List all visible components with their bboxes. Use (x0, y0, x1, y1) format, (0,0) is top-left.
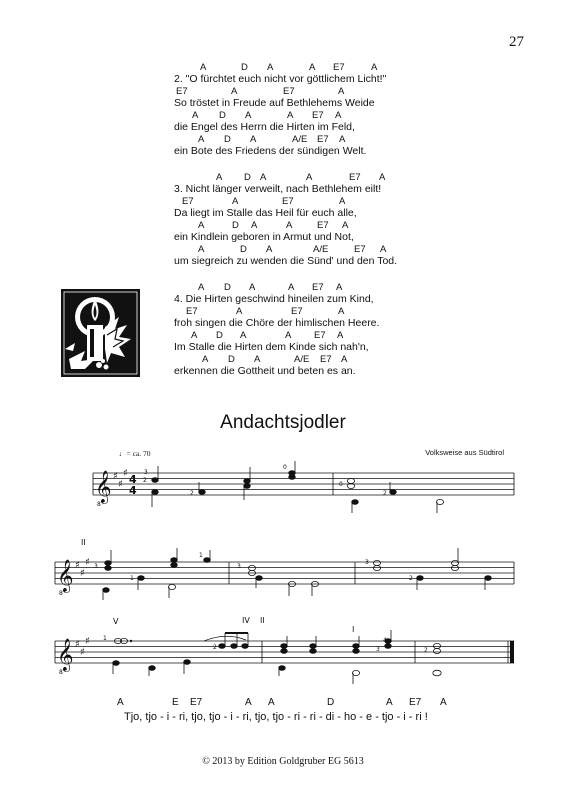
svg-text:♯: ♯ (118, 479, 123, 490)
chord: E7 (312, 282, 324, 293)
chord: A (267, 62, 274, 73)
chord: A (198, 134, 205, 145)
chord: A (288, 282, 295, 293)
svg-text:IV: IV (242, 616, 250, 625)
svg-text:♯: ♯ (75, 560, 80, 571)
svg-text:2: 2 (383, 490, 387, 497)
chord: A (198, 282, 205, 293)
svg-text:I: I (352, 625, 355, 634)
chord: E7 (190, 697, 203, 708)
svg-text:3: 3 (94, 563, 98, 570)
chord: E7 (283, 86, 295, 97)
svg-text:♯: ♯ (113, 471, 118, 482)
svg-text:2: 2 (213, 644, 217, 651)
svg-text:2: 2 (143, 477, 147, 484)
chord: E7 (317, 134, 329, 145)
svg-text:4: 4 (129, 473, 137, 486)
chord: E7 (354, 244, 366, 255)
chord: A (309, 62, 316, 73)
lyric-line: um siegreich zu wenden die Sünd' und den Tod. (174, 255, 398, 267)
chord: A/E (292, 134, 308, 145)
svg-text:8: 8 (59, 590, 63, 597)
lyric-line: die Engel des Herrn die Hirten im Feld, (174, 121, 355, 133)
chord: A (306, 172, 313, 183)
svg-text:4: 4 (129, 484, 137, 497)
svg-text:3: 3 (144, 469, 148, 476)
chord: A (249, 282, 256, 293)
chord: E7 (409, 697, 422, 708)
chord: A (200, 62, 207, 73)
svg-text:2: 2 (190, 490, 194, 497)
page-number: 27 (509, 34, 524, 50)
svg-text:1: 1 (199, 552, 203, 559)
svg-text:2: 2 (409, 575, 413, 582)
chord: A (287, 110, 294, 121)
svg-text:3: 3 (237, 563, 241, 570)
lyric-line: 2. "O fürchtet euch nicht vor göttlichem Licht!" (174, 73, 387, 85)
chord: A/E (313, 244, 329, 255)
chord: E7 (320, 354, 332, 365)
chord: A (339, 196, 346, 207)
chord: A (285, 330, 292, 341)
song-source: Volksweise aus Südtirol (425, 448, 504, 457)
chord: D (224, 134, 231, 145)
chord: A (198, 244, 205, 255)
chord: A (250, 134, 257, 145)
chord: A (335, 110, 342, 121)
chord: A (245, 697, 252, 708)
chord: A (192, 110, 199, 121)
svg-text:0: 0 (339, 481, 343, 488)
svg-text:2: 2 (424, 647, 428, 654)
chord: A/E (294, 354, 310, 365)
lyric-line: erkennen die Gottheit und beten es an. (174, 365, 356, 377)
chord: D (216, 330, 223, 341)
chord: E7 (333, 62, 345, 73)
chord: A (342, 220, 349, 231)
svg-text:V: V (113, 617, 119, 626)
svg-text:0: 0 (283, 464, 287, 471)
chord: E7 (349, 172, 361, 183)
chord: A (286, 220, 293, 231)
chord: E7 (317, 220, 329, 231)
chord: A (379, 172, 386, 183)
svg-text:3: 3 (376, 646, 380, 653)
chord: E7 (312, 110, 324, 121)
chord: A (216, 172, 223, 183)
chord: E7 (182, 196, 194, 207)
svg-text:3: 3 (365, 559, 369, 566)
chord: A (202, 354, 209, 365)
lyric-line: 4. Die Hirten geschwind hineilen zum Kind, (174, 293, 374, 305)
tempo-marking: ♩= ca. 70 (119, 449, 151, 458)
chord: A (336, 282, 343, 293)
chord: A (266, 244, 273, 255)
chord: D (244, 172, 251, 183)
chord: A (339, 134, 346, 145)
chord: E7 (282, 196, 294, 207)
svg-text:1: 1 (130, 575, 134, 582)
svg-text:♯: ♯ (85, 557, 90, 568)
chord: A (198, 220, 205, 231)
chord: A (117, 697, 124, 708)
chord: A (236, 306, 243, 317)
chord: D (241, 62, 248, 73)
chord: E (172, 697, 179, 708)
chord: D (228, 354, 235, 365)
chord: A (254, 354, 261, 365)
lyric-line: So tröstet in Freude auf Bethlehems Weide (174, 97, 375, 109)
chord: E7 (176, 86, 188, 97)
chord: A (268, 697, 275, 708)
jodel-chords (0, 697, 566, 709)
chord: D (232, 220, 239, 231)
chord: D (327, 697, 335, 708)
svg-text:8: 8 (97, 501, 101, 508)
chord: A (191, 330, 198, 341)
chord: E7 (186, 306, 198, 317)
svg-text:♯: ♯ (123, 468, 128, 479)
chord: A (251, 220, 258, 231)
chord: A (231, 86, 238, 97)
jodel-lyrics: Tjo, tjo - i - ri, tjo, tjo - i - ri, tjo, tjo - ri - ri - di - ho - e - tjo - i - ri ! (124, 711, 428, 723)
lyric-line: 3. Nicht länger verweilt, nach Bethlehem eilt! (174, 183, 382, 195)
treble-clef: 𝄞 (57, 638, 74, 671)
song-title: Andachtsjodler (220, 412, 346, 433)
chord: A (386, 697, 393, 708)
chord: E7 (291, 306, 303, 317)
chord: A (260, 172, 267, 183)
chord: D (224, 282, 231, 293)
copyright-notice: © 2013 by Edition Goldgruber EG 5613 (202, 756, 364, 767)
svg-text:♯: ♯ (80, 568, 85, 579)
chord: A (245, 110, 252, 121)
chord: A (380, 244, 387, 255)
chord: A (371, 62, 378, 73)
svg-text:4: 4 (383, 637, 387, 644)
lyric-line: Im Stalle die Hirten dem Kinde sich nah'n, (174, 341, 369, 353)
lyric-line: ein Kindlein geboren in Armut und Not, (174, 231, 354, 243)
svg-text:♯: ♯ (80, 647, 85, 658)
chord: D (240, 244, 247, 255)
chord: A (232, 196, 239, 207)
svg-text:1: 1 (103, 635, 107, 642)
chord: A (338, 306, 345, 317)
lyric-line: froh singen die Chöre der himlischen Heere. (174, 317, 380, 329)
chord: A (338, 86, 345, 97)
staff-system-2 (55, 562, 514, 584)
chord: D (219, 110, 226, 121)
svg-text:♯: ♯ (85, 636, 90, 647)
lyric-line: ein Bote des Friedens der sündigen Welt. (174, 145, 367, 157)
svg-text:8: 8 (59, 669, 63, 676)
svg-text:♯: ♯ (75, 639, 80, 650)
lyric-line: Da liegt im Stalle das Heil für euch alle, (174, 207, 357, 219)
chord: A (341, 354, 348, 365)
chord: A (440, 697, 447, 708)
treble-clef: 𝄞 (57, 559, 74, 592)
treble-clef: 𝄞 (95, 470, 112, 503)
chord: A (337, 330, 344, 341)
svg-text:II: II (260, 616, 265, 625)
chord: E7 (314, 330, 326, 341)
svg-text:II: II (81, 538, 86, 547)
chord: A (240, 330, 247, 341)
final-barline (510, 641, 514, 663)
